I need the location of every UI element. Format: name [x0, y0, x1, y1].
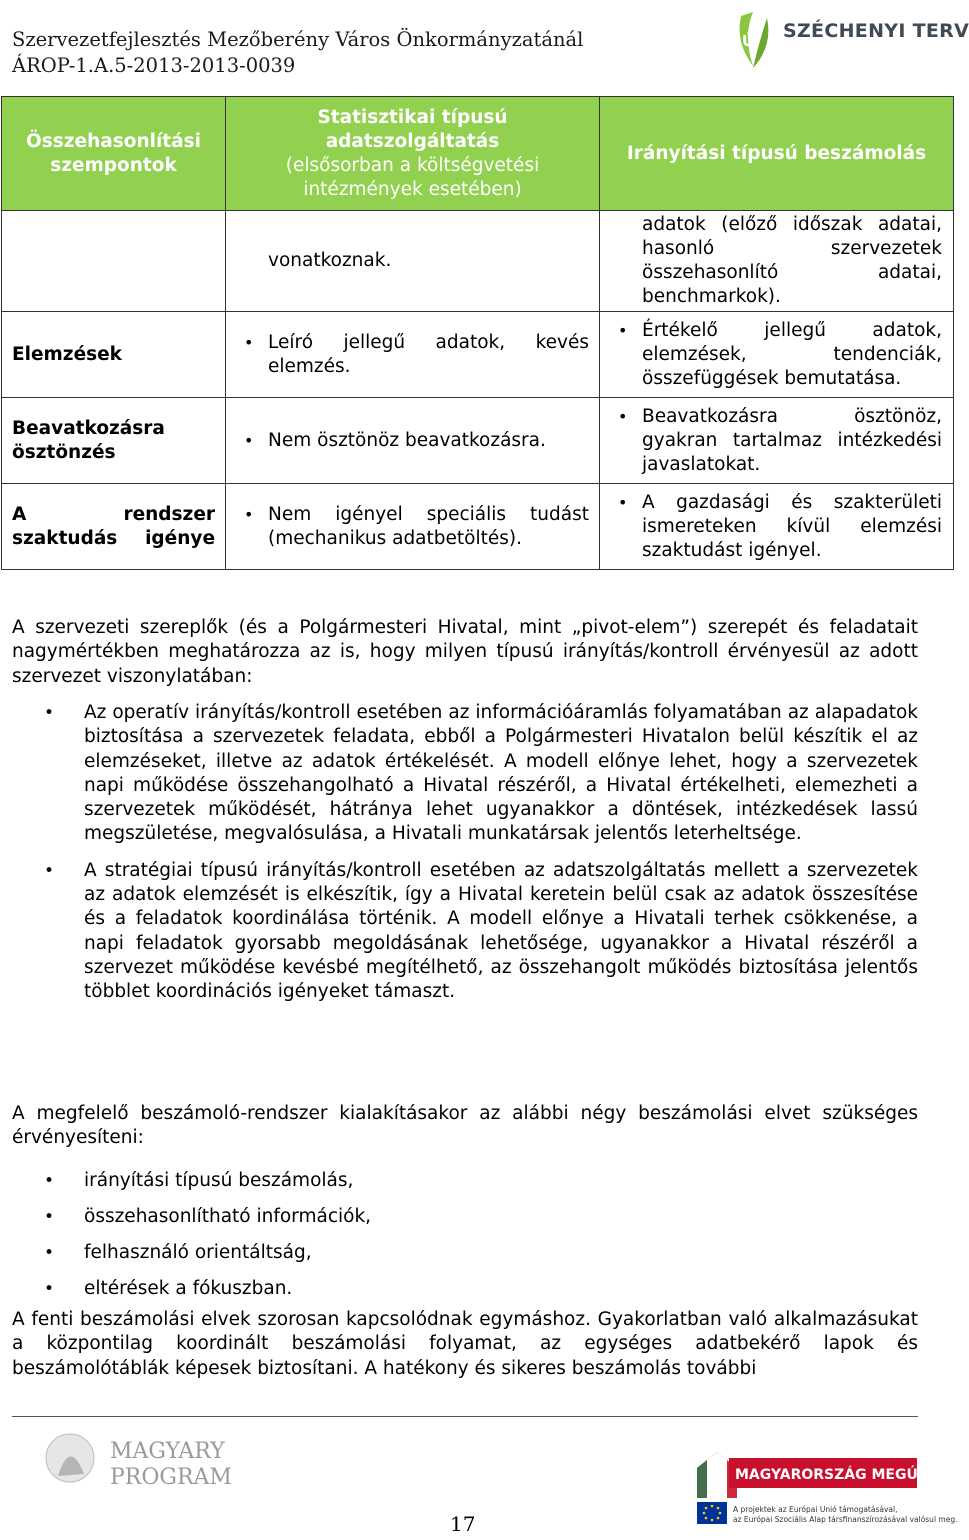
svg-text:PROGRAM: PROGRAM [110, 1465, 232, 1490]
continuation-label-cell [2, 211, 226, 312]
magyary-program-logo [40, 1432, 240, 1496]
control-types-list [12, 701, 918, 1005]
szechenyi-terv-text: SZÉCHENYI TERV [783, 20, 969, 42]
header-comparison-aspects: Összehasonlítási szempontok [2, 97, 226, 211]
row-col2-bullet: • Nem ösztönöz beavatkozásra. [242, 429, 589, 453]
list-item: • eltérések a fókuszban. [12, 1271, 918, 1307]
row-col3 [600, 398, 954, 484]
svg-text:MAGYARORSZÁG MEGÚJUL: MAGYARORSZÁG MEGÚJUL [735, 1467, 944, 1483]
header-statistical-reporting [226, 97, 600, 211]
header-statistical-main: Statisztikai típusú adatszolgáltatás [317, 106, 508, 152]
continuation-col3-text: adatok (előző időszak adatai, hasonló szervezetek összehasonlító adatai, benchmarkok). [642, 214, 942, 307]
header-statistical-sub: (elsősorban a költségvetési intézmények esetében) [285, 154, 540, 200]
szechenyi-terv-logo [733, 6, 969, 76]
paragraph-principles: A megfelelő beszámoló-rendszer kialakításakor az alábbi négy beszámolási elvet szükséges érvényesíteni: [12, 1103, 918, 1149]
list-item: • irányítási típusú beszámolás, [12, 1163, 918, 1199]
paragraph-intro: A szervezeti szereplők (és a Polgármesteri Hivatal, mint „pivot-elem”) szerepét és feladatait nagymértékben meghatározza az is, hogy milyen típusú irányítás/kontroll érvényesül az adott szervezet viszonylatában: [12, 617, 918, 687]
row-col2-bullet: • Leíró jellegű adatok, kevés elemzés. [242, 331, 589, 379]
magyarorszag-megujul-logo [697, 1440, 958, 1536]
table-row [2, 398, 954, 484]
footer-divider [12, 1416, 918, 1417]
document-header [12, 27, 583, 79]
page-number: 17 [450, 1512, 476, 1536]
svg-text:az Európai Szociális Alap társ: az Európai Szociális Alap társfinanszírozásával valósul meg. [733, 1515, 958, 1524]
continuation-col2 [226, 211, 600, 312]
row-label: Elemzések [2, 312, 226, 398]
row-col3 [600, 312, 954, 398]
list-item: • Az operatív irányítás/kontroll esetében az információáramlás folyamatában az alapadatok biztosítása a szervezetek feladata, ebből a Polgármesteri Hivatalon belül készítik el az elemzéseket, illetve az adatok értékelését. A modell előnye lehet, hogy a szervezetek napi működése összehangolható a Hivatal részéről, a Hivatal értékelheti, elemezheti a szervezetek működését, hátránya lehet ugyanakkor a döntések, intézkedések lassú megszületése, megvalósulása, a Hivatali munkatársak jelentős leterheltsége. [12, 701, 918, 847]
header-project-code: ÁROP-1.A.5-2013-2013-0039 [12, 54, 296, 77]
table-header-row [2, 97, 954, 211]
table-row [2, 484, 954, 570]
continuation-col2-text: vonatkoznak. [268, 250, 392, 271]
row-col3 [600, 484, 954, 570]
header-management-reporting: Irányítási típusú beszámolás [600, 97, 954, 211]
row-label: Beavatkozásra ösztönzés [2, 398, 226, 484]
header-title-line1: Szervezetfejlesztés Mezőberény Város Önkormányzatánál [12, 28, 584, 51]
principles-list [12, 1163, 918, 1307]
row-label: A rendszer szaktudás igénye [2, 484, 226, 570]
list-item: • A stratégiai típusú irányítás/kontroll esetében az adatszolgáltatás mellett a szervezetek az adatok elemzését is elkészítik, így a Hivatal keretein belül csak az adatok összesítése és a feladatok koordinálása történik. A modell előnye a Hivatali terhek csökkenése, a napi feladatok gyorsabb megoldásának lehetősége, ugyanakkor a Hivatal részéről a szervezet működése kevésbé megítélhető, az összehangolt működés biztosítása jelentős többlet koordinációs igényeket támaszt. [12, 859, 918, 1005]
list-item: • felhasználó orientáltság, [12, 1235, 918, 1271]
list-item: • összehasonlítható információk, [12, 1199, 918, 1235]
row-col2 [226, 312, 600, 398]
svg-text:A projektek az Európai Unió tá: A projektek az Európai Unió támogatásával, [733, 1505, 898, 1514]
comparison-table [1, 96, 954, 570]
svg-text:ÚJ: ÚJ [742, 32, 760, 50]
continuation-col3 [600, 211, 954, 312]
magyary-portrait-icon [40, 1432, 240, 1492]
table-row-continuation [2, 211, 954, 312]
paragraph-closing: A fenti beszámolási elvek szorosan kapcsolódnak egymáshoz. Gyakorlatban való alkalmazásukat a központilag koordinált beszámolási folyamat, az egységes adatbekérő lapok és beszámolótáblák képesek biztosítani. A hatékony és sikeres beszámolás további [12, 1309, 918, 1379]
row-col3-bullet: • Beavatkozásra ösztönöz, gyakran tartalmaz intézkedési javaslatokat. [616, 405, 942, 477]
row-col2 [226, 484, 600, 570]
row-col3-bullet: • Értékelő jellegű adatok, elemzések, tendenciák, összefüggések bemutatása. [616, 319, 942, 391]
row-col3-bullet: • A gazdasági és szakterületi ismereteken kívül elemzési szaktudást igényel. [616, 491, 942, 563]
row-col2 [226, 398, 600, 484]
hungarian-flag-icon [697, 1440, 958, 1536]
table-row [2, 312, 954, 398]
svg-text:MAGYARY: MAGYARY [110, 1439, 225, 1464]
row-col2-bullet: • Nem igényel speciális tudást (mechanikus adatbetöltés). [242, 503, 589, 551]
